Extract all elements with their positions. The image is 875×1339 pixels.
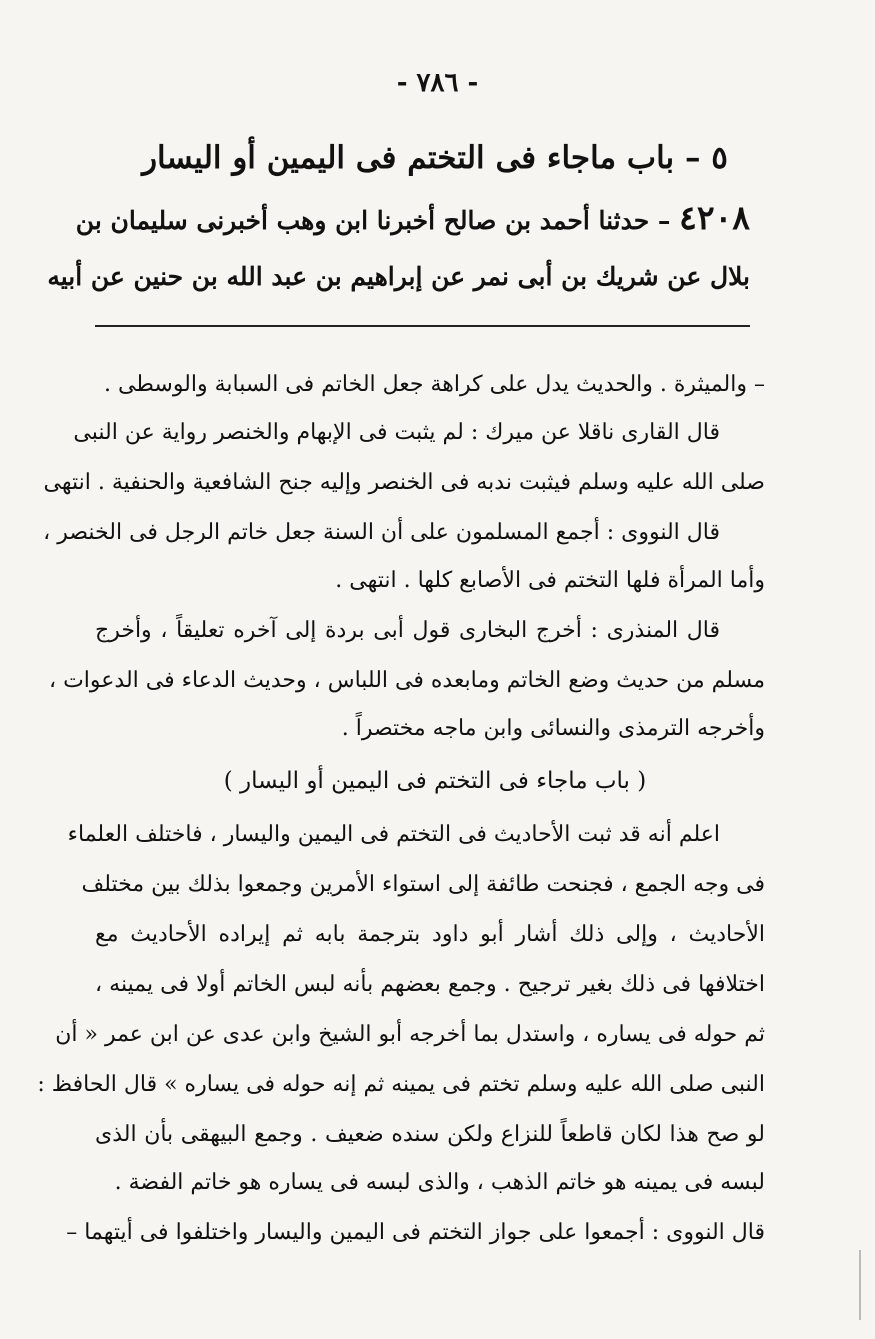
hadith-number: ٤٢٠٨ bbox=[679, 198, 750, 237]
commentary-line: صلى الله عليه وسلم فيثبت ندبه فى الخنصر وإليه جنح الشافعية والحنفية . انتهى bbox=[43, 470, 765, 495]
section-sub-heading: ( باب ماجاء فى التختم فى اليمين أو اليسار ) bbox=[223, 768, 647, 794]
commentary-line: قال المنذرى : أخرج البخارى قول أبى بردة إلى آخره تعليقاً ، وأخرج bbox=[95, 618, 720, 643]
commentary-line: اعلم أنه قد ثبت الأحاديث فى التختم فى اليمين واليسار ، فاختلف العلماء bbox=[67, 822, 720, 847]
hadith-line-1 bbox=[75, 198, 750, 237]
page-number: - ٧٨٦ - bbox=[396, 68, 479, 98]
commentary-line: وأما المرأة فلها التختم فى الأصابع كلها . انتهى . bbox=[335, 568, 765, 593]
hadith-line-2: بلال عن شريك بن أبى نمر عن إبراهيم بن عبد الله بن حنين عن أبيه bbox=[47, 262, 750, 291]
commentary-line: وأخرجه الترمذى والنسائى وابن ماجه مختصراً . bbox=[341, 716, 765, 741]
commentary-line: اختلافها فى ذلك بغير ترجيح . وجمع بعضهم بأنه لبس الخاتم أولا فى يمينه ، bbox=[95, 972, 765, 997]
commentary-line: قال النووى : أجمع المسلمون على أن السنة جعل خاتم الرجل فى الخنصر ، bbox=[43, 520, 720, 545]
commentary-line: قال القارى ناقلا عن ميرك : لم يثبت فى الإبهام والخنصر رواية عن النبى bbox=[73, 420, 720, 445]
commentary-line: مسلم من حديث وضع الخاتم ومابعده فى اللباس ، وحديث الدعاء فى الدعوات ، bbox=[49, 668, 765, 693]
chapter-title: ٥ – باب ماجاء فى التختم فى اليمين أو اليسار bbox=[142, 140, 728, 176]
separator-rule bbox=[95, 325, 750, 327]
commentary-line: الأحاديث ، وإلى ذلك أشار أبو داود بترجمة بابه ثم إيراده الأحاديث مع bbox=[95, 922, 765, 947]
commentary-line: فى وجه الجمع ، فجنحت طائفة إلى استواء الأمرين وجمعوا بذلك بين مختلف bbox=[81, 872, 765, 897]
commentary-line: النبى صلى الله عليه وسلم تختم فى يمينه ثم إنه حوله فى يساره » قال الحافظ : bbox=[37, 1072, 765, 1097]
commentary-line: قال النووى : أجمعوا على جواز التختم فى اليمين واليسار واختلفوا فى أيتهما – bbox=[66, 1220, 765, 1245]
page-edge-mark bbox=[859, 1250, 861, 1320]
hadith-line-1-text: – حدثنا أحمد بن صالح أخبرنا ابن وهب أخبرنى سليمان بن bbox=[75, 206, 671, 235]
commentary-line: – والميثرة . والحديث يدل على كراهة جعل الخاتم فى السبابة والوسطى . bbox=[104, 372, 765, 397]
commentary-line: لبسه فى يمينه هو خاتم الذهب ، والذى لبسه فى يساره هو خاتم الفضة . bbox=[114, 1170, 765, 1195]
commentary-line: ثم حوله فى يساره ، واستدل بما أخرجه أبو الشيخ وابن عدى عن ابن عمر « أن bbox=[55, 1022, 765, 1047]
commentary-line: لو صح هذا لكان قاطعاً للنزاع ولكن سنده ضعيف . وجمع البيهقى بأن الذى bbox=[95, 1122, 765, 1147]
